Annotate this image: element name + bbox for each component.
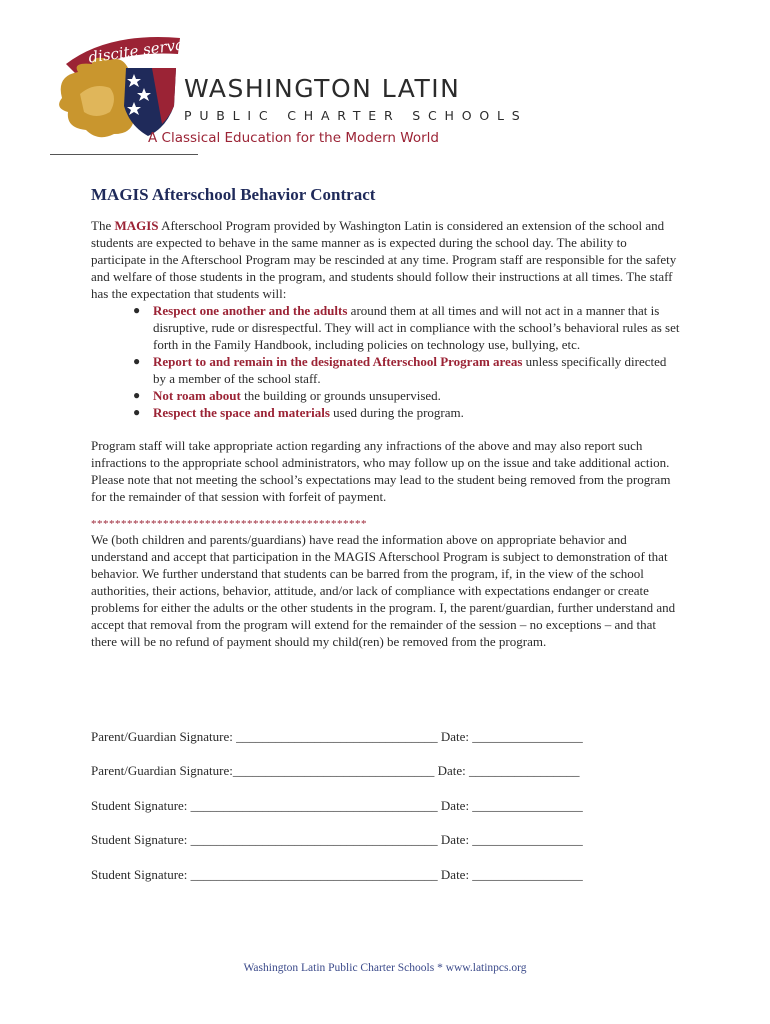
consequences-paragraph: Program staff will take appropriate action regarding any infractions of the above and may also report such infractions to the appropriate school administrators, who may follow up on the issue and take additional action. Please note that not meeting the school’s expectations may lead to the student being removed from the program for the remainder of that session with forfeit of payment. [91,438,671,504]
student-signature-line-3[interactable]: Student Signature: ______________________________________ Date: _________________ [91,867,583,882]
bullet-icon: ● [133,303,141,317]
logo-motto: discite servaturi [87,31,213,67]
school-name: WASHINGTON LATIN [184,74,461,103]
bullet-icon: ● [133,354,141,368]
school-type: PUBLIC CHARTER SCHOOLS [184,108,528,123]
intro-paragraph: The MAGIS Afterschool Program provided by Washington Latin is considered an extension of the school and students are expected to behave in the same manner as is expected during the school day. The ability to participate in the Afterschool Program may be rescinded at any time. Program staff are responsible for the safety and welfare of those students in the program, and students should follow their instructions at all times. The staff has the expectation that students will: [91,218,677,301]
page-title: MAGIS Afterschool Behavior Contract [91,185,376,204]
bullet-icon: ● [133,405,141,419]
contract-body [91,185,681,650]
bullet-icon: ● [133,388,141,402]
list-item: ● Not roam about the building or grounds unsupervised. [133,388,441,403]
page-footer: Washington Latin Public Charter Schools * www.latinpcs.org [243,962,527,974]
list-item: ● Report to and remain in the designated Afterschool Program areas unless specifically directed by a member of the school staff. [133,354,667,386]
list-item: ● Respect one another and the adults around them at all times and will not act in a manner that is disruptive, rude or disrespectful. They will act in compliance with the school’s behavioral rules as set forth in the Family Handbook, including policies on technology use, bullying, etc. [133,303,680,352]
school-logo [48,24,528,156]
list-item: ● Respect the space and materials used during the program. [133,405,464,420]
student-signature-line-1[interactable]: Student Signature: ______________________________________ Date: _________________ [91,798,583,813]
student-signature-line-2[interactable]: Student Signature: ______________________________________ Date: _________________ [91,832,583,847]
logo-divider [50,154,198,155]
expectations-list [91,302,681,421]
magis-highlight: MAGIS [114,218,159,233]
parent-signature-line-1[interactable]: Parent/Guardian Signature: _______________________________ Date: _________________ [91,729,583,744]
school-tagline: A Classical Education for the Modern World [148,130,439,146]
agreement-paragraph: We (both children and parents/guardians) have read the information above on appropriate behavior and understand and accept that participation in the MAGIS Afterschool Program is subject to demonstration of that behavior. We further understand that students can be barred from the program, if, in the view of the school authorities, their actions, behavior, attitude, and/or lack of compliance with expectations endanger or create problems for either the adults or the other students in the program. I, the parent/guardian, further understand and accept that removal from the program will extend for the remainder of the session – no exceptions – and that there will be no refund of payment should my child(ren) be removed from the program. [91,532,676,649]
section-separator: ********************************************** [91,518,367,530]
parent-signature-line-2[interactable]: Parent/Guardian Signature:_______________________________ Date: _________________ [91,763,580,778]
